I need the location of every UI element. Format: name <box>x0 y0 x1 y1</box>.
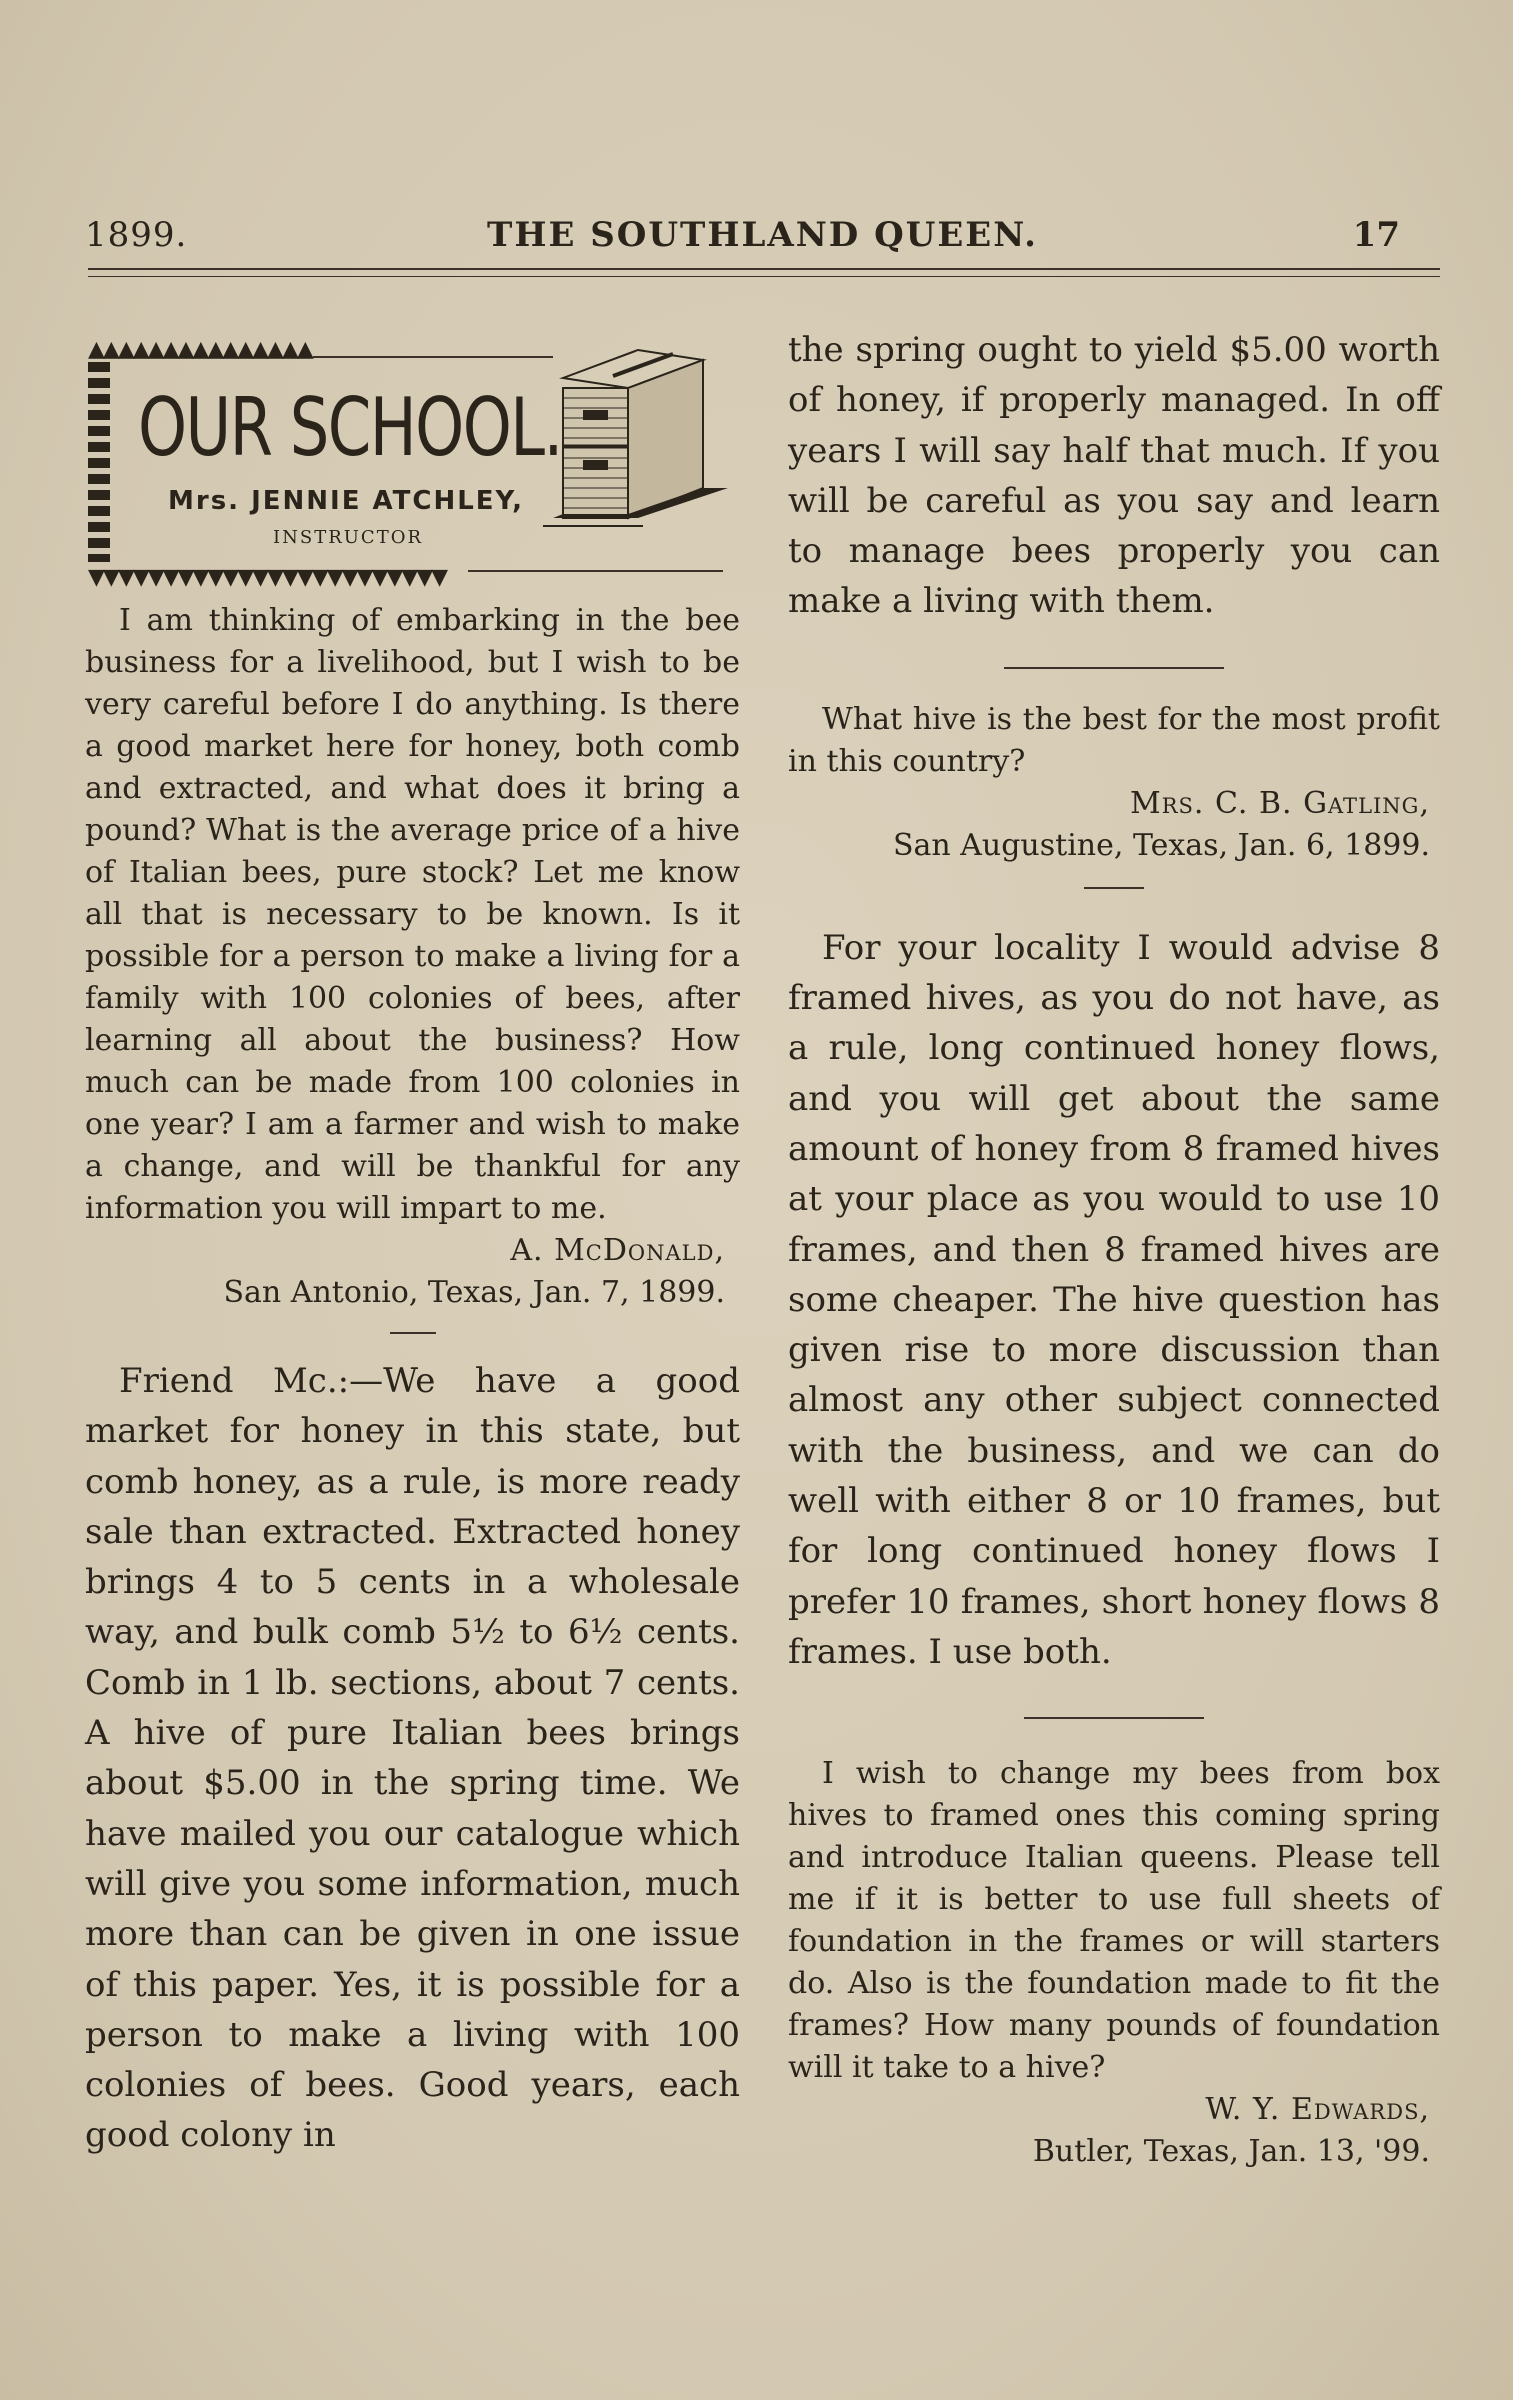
ornamental-band-bottom: ▼▼▼▼▼▼▼▼▼▼▼▼▼▼▼▼▼▼▼▼▼▼▼▼ <box>88 564 447 590</box>
instructor-name: Mrs. JENNIE ATCHLEY, <box>168 486 524 516</box>
instructor-role: INSTRUCTOR <box>273 527 424 548</box>
signature-name: A. McDonald, <box>510 1233 725 1268</box>
letter-gatling: What hive is the best for the most profit in this country? <box>788 701 1440 779</box>
separator-rule <box>390 1332 436 1334</box>
signature-name: W. Y. Edwards, <box>1205 2092 1430 2128</box>
header-rule-thin <box>88 276 1440 277</box>
letter-place-date: San Antonio, Texas, Jan. 7, 1899. <box>223 1275 725 1310</box>
heading-rule <box>313 356 553 358</box>
letter-place-date: San Augustine, Texas, Jan. 6, 1899. <box>892 827 1430 863</box>
letter-signature <box>788 2089 1440 2131</box>
heading-rule-bottom <box>468 570 723 572</box>
letter-edwards: I wish to change my bees from box hives to framed ones this coming spring and introduce Italian queens. Please tell me if it is better to use full sheets of foundation in the frames or will starters do. Also is the foundation made to fit the frames? How many pounds of foundation will it take to a hive? <box>788 1756 1440 2086</box>
ornamental-band-side <box>88 362 110 562</box>
letter-mcdonald: I am thinking of embarking in the bee business for a livelihood, but I wish to be very careful before I do anything. Is there a good market here for honey, both comb and extracted, and what does it bring a pound? What is the average price of a hive of Italian bees, pure stock? Let me know all that is necessary to be known. Is it possible for a person to make a living for a family with 100 colonies of bees, after learning all about the business? How much can be made from 100 colonies in one year? I am a farmer and wish to make a change, and will be thankful for any information you will impart to me. <box>85 603 740 1226</box>
separator-rule <box>1024 1717 1204 1719</box>
ornamental-band-top: ▲▲▲▲▲▲▲▲▲▲▲▲▲▲▲ <box>88 336 312 362</box>
running-header <box>85 215 1440 265</box>
letter-signature <box>85 1230 740 1272</box>
right-column <box>788 325 1440 2173</box>
separator-rule <box>1004 667 1224 669</box>
beehive-illustration <box>543 338 733 538</box>
page-number: 17 <box>1352 215 1400 255</box>
answer-mcdonald-part2: the spring ought to yield $5.00 worth of honey, if properly managed. In off years I will say half that much. If you will be careful as you say and learn to manage bees properly you can make a living with them. <box>788 330 1440 622</box>
signature-name: Mrs. C. B. Gatling, <box>1130 785 1430 821</box>
letter-place-date: Butler, Texas, Jan. 13, '99. <box>1032 2134 1430 2170</box>
header-year: 1899. <box>85 215 188 255</box>
letter-signature <box>788 783 1440 825</box>
answer-mcdonald-part1: Friend Mc.:—We have a good market for honey in this state, but comb honey, as a rule, is more ready sale than extracted. Extracted honey brings 4 to 5 cents in a wholesale way, and bulk comb 5½ to 6½ cents. Comb in 1 lb. sections, about 7 cents. A hive of pure Italian bees brings about $5.00 in the spring time. We have mailed you our catalogue which will give you some information, much more than can be given in one issue of this paper. Yes, it is possible for a person to make a living with 100 colonies of bees. Good years, each good colony in <box>85 1361 740 2156</box>
left-column <box>85 600 740 2161</box>
separator-rule <box>1084 887 1144 889</box>
answer-gatling: For your locality I would advise 8 framed hives, as you do not have, as a rule, long continued honey flows, and you will get about the same amount of honey from 8 framed hives at your place as you would to use 10 frames, and then 8 framed hives are some cheaper. The hive question has given rise to more discussion than almost any other subject connected with the business, and we can do well with either 8 or 10 frames, but for long continued honey flows I prefer 10 frames, short honey flows 8 frames. I use both. <box>788 927 1440 1672</box>
header-title: THE SOUTHLAND QUEEN. <box>487 215 1038 255</box>
our-school-heading <box>88 338 738 588</box>
section-title: OUR SCHOOL. <box>138 381 562 474</box>
header-rule <box>88 268 1440 270</box>
